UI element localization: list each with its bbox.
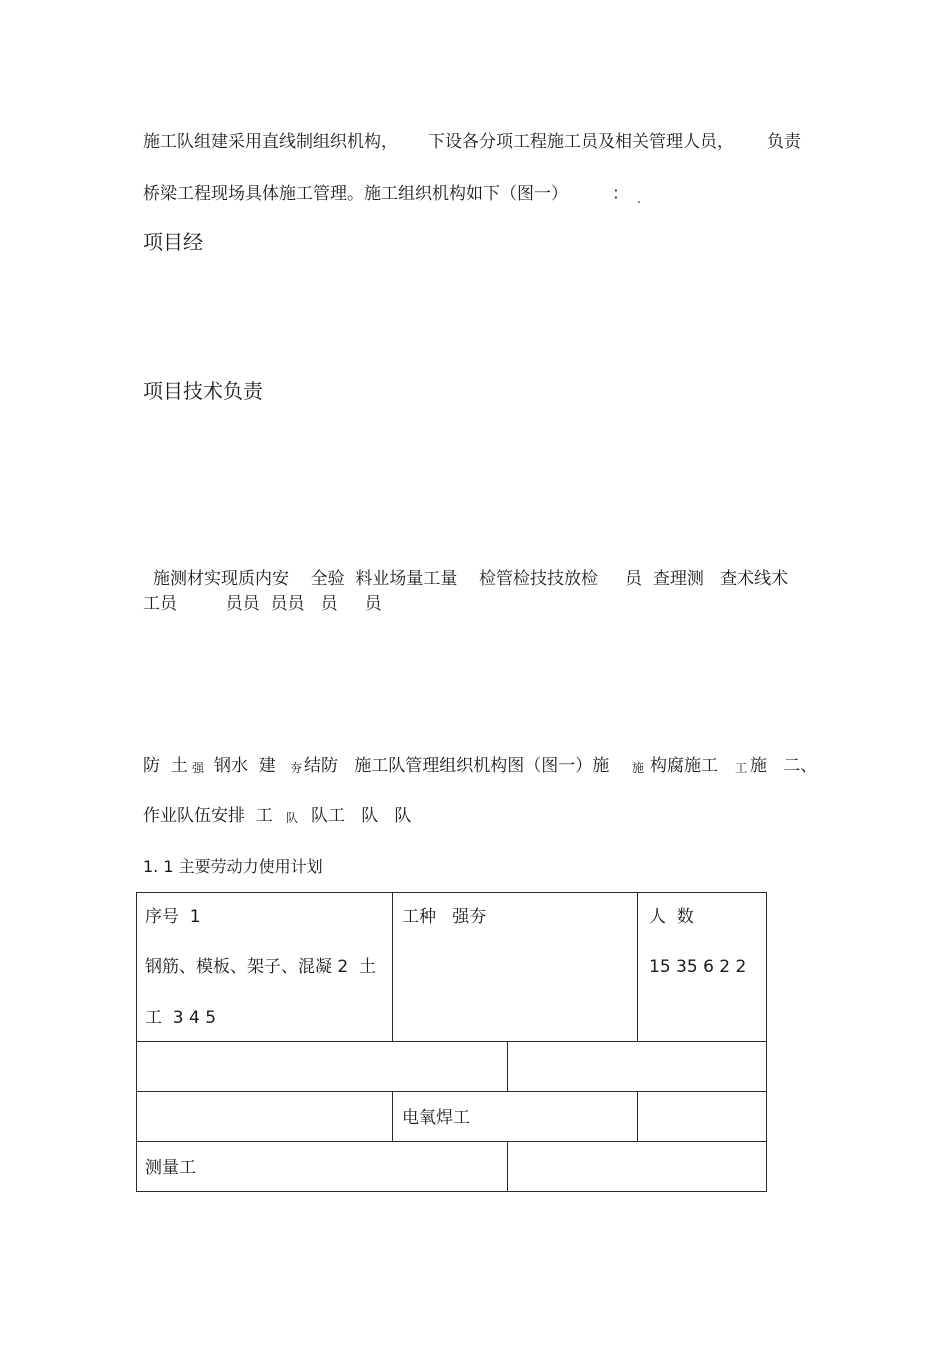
table-border-left (136, 892, 137, 1192)
teams-caption: 结防 施工队管理组织机构图（图一）施 (304, 756, 610, 776)
table-rule (136, 1091, 767, 1092)
org-staff-row1: 施测材实现质内安 全验 料业场量工量 检管检技技放检 员 查理测 查术线术 (153, 569, 789, 589)
table-rule (392, 1091, 393, 1142)
table-cell: 钢筋、模板、架子、混凝 2 土 (145, 957, 377, 977)
table-border-top (136, 892, 767, 893)
teams-row1-f: 施 (632, 761, 645, 775)
intro-line2: 桥梁工程现场具体施工管理。施工组织机构如下（图一） (143, 184, 568, 204)
teams-row1-i: 施 二、 (750, 756, 818, 776)
teams-row2-a: 作业队伍安排 工 (143, 806, 273, 826)
table-cell: 15 35 6 2 2 (649, 957, 747, 977)
teams-row1-d: 夯 (290, 761, 303, 775)
table-cell: 工种 强夯 (402, 907, 487, 927)
org-tech-lead-label: 项目技术负责 (143, 379, 263, 403)
intro-line1-part1: 施工队组建采用直线制组织机构， (143, 132, 398, 152)
table-cell: 人 数 (649, 907, 694, 927)
table-rule (136, 1041, 767, 1042)
teams-row1-a: 防 土 (143, 756, 188, 776)
table-rule (392, 892, 393, 1042)
teams-row1-h: 工 (735, 761, 748, 775)
intro-line2-dot: . (637, 192, 641, 206)
teams-row1-g: 构腐施工 (650, 756, 718, 776)
org-staff-row2: 工员 员员 员员 员 员 (143, 594, 382, 614)
intro-line1-part3: 负责 (767, 132, 801, 152)
teams-row1-b: 强 (192, 761, 205, 775)
org-manager-label: 项目经 (143, 230, 203, 254)
table-rule (507, 1041, 508, 1092)
table-cell: 电氧焊工 (402, 1108, 470, 1128)
teams-row2-b: 队 (286, 811, 299, 825)
table-border-right (766, 892, 767, 1192)
table-rule (136, 1141, 767, 1142)
table-cell: 测量工 (145, 1158, 196, 1178)
table-rule (507, 1141, 508, 1192)
section-title: 1. 1 主要劳动力使用计划 (143, 857, 323, 876)
table-rule (637, 892, 638, 1042)
table-cell: 工 3 4 5 (145, 1008, 217, 1028)
table-rule (637, 1091, 638, 1142)
intro-line1-part2: 下设各分项工程施工员及相关管理人员， (428, 132, 734, 152)
teams-row1-c: 钢水 建 (214, 756, 276, 776)
table-border-bottom (136, 1191, 767, 1192)
teams-row2-c: 队工 队 队 (311, 806, 412, 826)
table-cell: 序号 1 (145, 907, 201, 927)
intro-line2-colon: ： (612, 184, 629, 204)
